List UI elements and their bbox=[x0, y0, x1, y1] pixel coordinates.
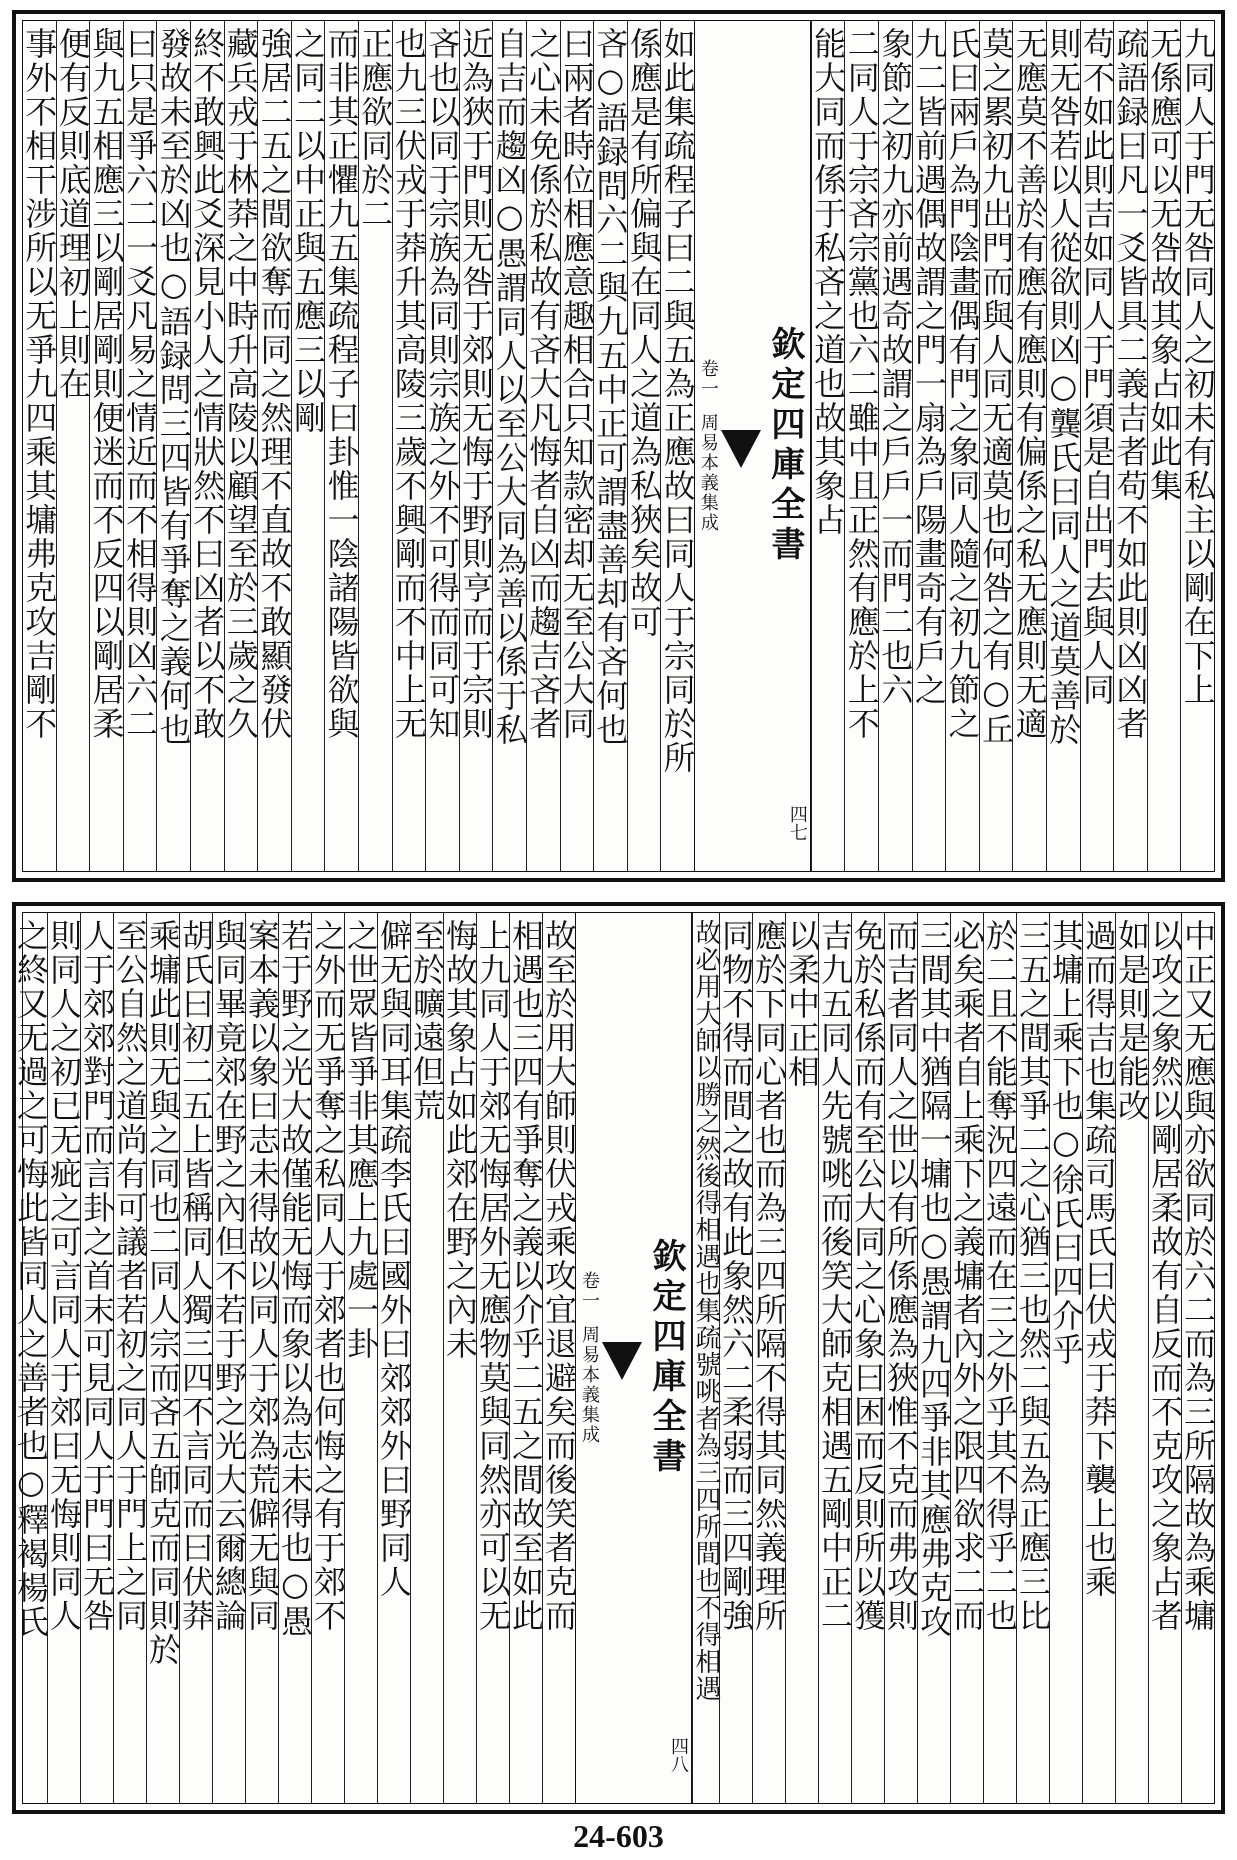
folio-number: 四七 bbox=[786, 805, 808, 841]
text-column: 終不敢興此爻深見小人之情狀然不曰凶者以不敢 bbox=[190, 21, 224, 871]
text-column: 中正又无應與亦欲同於六二而為三所隔故為乘墉 bbox=[1181, 913, 1214, 1803]
text-column: 與同畢竟郊在野之內但不若于野之光大云爾總論 bbox=[212, 913, 245, 1803]
spine-title: 欽定四庫全書 bbox=[764, 326, 805, 566]
text-column: 以攻之象然以剛居柔故有自反而不克攻之象占者 bbox=[1148, 913, 1181, 1803]
text-column: 上九同人于郊无悔居外无應物莫與同然亦可以无 bbox=[476, 913, 509, 1803]
volume-label: 卷一 bbox=[697, 359, 719, 399]
text-column: 之終又无過之可悔此皆同人之善者也○釋褐楊氏 bbox=[12, 919, 50, 1639]
top-page bbox=[12, 10, 1225, 882]
text-column: 發故未至於凶也○語録問三四皆有爭奪之義何也 bbox=[156, 21, 190, 871]
spine-title: 欽定四庫全書 bbox=[646, 1238, 686, 1478]
text-column: 自吉而趨凶○愚謂同人以至公大同為善以係于私 bbox=[492, 21, 526, 871]
page-number: 24-603 bbox=[573, 1818, 664, 1854]
text-column: 至公自然之道尚有可議者若初之同人于門上之同 bbox=[113, 913, 146, 1803]
bottom-text-block bbox=[12, 912, 1217, 1804]
text-column: 若于野之光大故僅能无悔而象以為志未得也○愚 bbox=[278, 913, 311, 1803]
text-column: 相遇也三四有爭奪之義以介乎二五之間故至如此 bbox=[509, 913, 542, 1803]
text-column: 故必用大師以勝之然後得相遇也集疏號咷者為三四所間也不得相遇 bbox=[692, 913, 719, 1803]
text-column: 至於曠遠但荒 bbox=[410, 913, 443, 1803]
text-column: 曰只是爭六二一爻凡易之情近而不相得則凶六二 bbox=[123, 21, 157, 871]
spine-subtitle bbox=[576, 1271, 602, 1445]
text-column: 故至於用大師則伏戎乘攻宜退避矣而後笑者克而 bbox=[542, 913, 575, 1803]
text-column: 同物不得而間之故有此象然六二柔弱而三四剛強 bbox=[719, 913, 752, 1803]
book-title: 周易本義集成 bbox=[697, 413, 719, 533]
text-column: 无係應可以无咎故其象占如此集 bbox=[1147, 21, 1181, 871]
text-column: 於二且不能奪況四遠而在三之外乎其不得乎二也 bbox=[983, 913, 1016, 1803]
text-column: 乘墉此則无與之同也二同人宗而吝五師克而同則於 bbox=[146, 913, 179, 1803]
book-title: 周易本義集成 bbox=[579, 1325, 600, 1445]
text-column: 便有反則底道理初上則在 bbox=[56, 21, 90, 871]
folio-number: 四八 bbox=[668, 1737, 689, 1773]
fish-tail-mark-icon bbox=[602, 1342, 642, 1380]
text-column: 三五之間其爭二之心猶三也然二與五為正應三比 bbox=[1016, 913, 1049, 1803]
text-column: 之同二以中正與五應三以剛 bbox=[291, 21, 325, 871]
volume-label: 卷一 bbox=[579, 1271, 600, 1311]
text-column: 而非其正懼九五集疏程子曰卦惟一陰諸陽皆欲與 bbox=[324, 21, 358, 871]
text-column: 僻无與同耳集疏李氏曰國外曰郊郊外曰野同人 bbox=[377, 913, 410, 1803]
text-column: 苟不如此則吉如同人于門須是自出門去與人同 bbox=[1080, 21, 1114, 871]
text-column: 如是則是能改 bbox=[1115, 913, 1148, 1803]
text-column: 正應欲同於二 bbox=[358, 21, 392, 871]
text-column: 案本義以象曰志未得故以同人于郊為荒僻无與同 bbox=[245, 913, 278, 1803]
text-column: 曰兩者時位相應意趣相合只知款密却无至公大同 bbox=[560, 21, 594, 871]
text-column: 則同人之初已无疵之可言同人于郊曰无悔則同人 bbox=[47, 913, 80, 1803]
text-column: 與九五相應三以剛居剛則便迷而不反四以剛居柔 bbox=[89, 21, 123, 871]
text-column: 莫之累初九出門而與人同无適莫也何咎之有○丘 bbox=[979, 21, 1013, 871]
text-column: 无應莫不善於有應有應則有偏係之私无應則无適 bbox=[1012, 21, 1046, 871]
top-text-block bbox=[22, 20, 1215, 872]
text-column: 氏曰兩戶為門陰畫偶有門之象同人隨之初九節之 bbox=[945, 21, 979, 871]
text-column: 也九三伏戎于莽升其高陵三歲不興剛而不中上无 bbox=[392, 21, 426, 871]
text-column: 之世眾皆爭非其應上九處一卦 bbox=[344, 913, 377, 1803]
spine-subtitle bbox=[695, 359, 721, 533]
text-column: 人于郊郊對門而言卦之首末可見同人于門曰无咎 bbox=[80, 913, 113, 1803]
bottom-page bbox=[12, 902, 1225, 1814]
text-column: 藏兵戎于林莽之中時升高陵以顧望至於三歲之久 bbox=[224, 21, 258, 871]
text-column: 強居二五之間欲奪而同之然理不直故不敢顯發伏 bbox=[257, 21, 291, 871]
text-column: 吝也以同于宗族為同則宗族之外不可得而同可知 bbox=[425, 21, 459, 871]
text-column: 如此集疏程子曰二與五為正應故曰同人于宗同於所 bbox=[660, 21, 694, 871]
text-column: 胡氏曰初二五上皆稱同人獨三四不言同而曰伏莽 bbox=[179, 913, 212, 1803]
center-spine bbox=[575, 913, 692, 1803]
text-column: 悔故其象占如此郊在野之內未 bbox=[443, 913, 476, 1803]
text-column: 二同人于宗吝宗黨也六二雖中且正然有應於上不 bbox=[844, 21, 878, 871]
text-column: 必矣乘者自上乘下之義墉者內外之限四欲求二而 bbox=[950, 913, 983, 1803]
text-column: 三間其中猶隔一墉也○愚謂九四爭非其應弗克攻 bbox=[917, 913, 950, 1803]
text-column: 則无咎若以人從欲則凶○龔氏曰同人之道莫善於 bbox=[1046, 21, 1080, 871]
text-column: 免於私係而有至公大同之心象曰困而反則所以獲 bbox=[851, 913, 884, 1803]
text-column: 係應是有所偏與在同人之道為私狹矣故可 bbox=[627, 21, 661, 871]
text-column: 應於下同心者也而為三四所隔不得其同然義理所 bbox=[752, 913, 785, 1803]
text-column: 疏語録曰凡一爻皆具二義吉者苟不如此則凶凶者 bbox=[1113, 21, 1147, 871]
text-column: 吝○語録問六二與九五中正可謂盡善却有吝何也 bbox=[593, 21, 627, 871]
text-column: 其墉上乘下也○徐氏曰四介乎 bbox=[1049, 913, 1082, 1803]
text-column: 之外而无爭奪之私同人于郊者也何悔之有于郊不 bbox=[311, 913, 344, 1803]
fish-tail-mark-icon bbox=[721, 430, 761, 468]
text-column: 九二皆前遇偶故謂之門一扇為戶陽畫奇有戶之 bbox=[912, 21, 946, 871]
text-column: 近為狹于門則无咎于郊則无悔于野則亨而于宗則 bbox=[459, 21, 493, 871]
text-column: 以柔中正相 bbox=[785, 913, 818, 1803]
text-column: 之心未免係於私故有吝大凡悔者自凶而趨吉吝者 bbox=[526, 21, 560, 871]
text-column: 吉九五同人先號咷而後笑大師克相遇五剛中正二 bbox=[818, 913, 851, 1803]
text-column: 能大同而係于私吝之道也故其象占 bbox=[811, 21, 845, 871]
text-column: 象節之初九亦前遇奇故謂之戶戶一而門二也六 bbox=[878, 21, 912, 871]
text-column: 事外不相干涉所以无爭九四乘其墉弗克攻吉剛不 bbox=[20, 27, 59, 741]
center-spine bbox=[694, 21, 811, 871]
text-column: 過而得吉也集疏司馬氏曰伏戎于莽下襲上也乘 bbox=[1082, 913, 1115, 1803]
text-column: 九同人于門无咎同人之初未有私主以剛在下上 bbox=[1180, 21, 1214, 871]
text-column: 而吉者同人之世以有所係應為狹惟不克而弗攻則 bbox=[884, 913, 917, 1803]
